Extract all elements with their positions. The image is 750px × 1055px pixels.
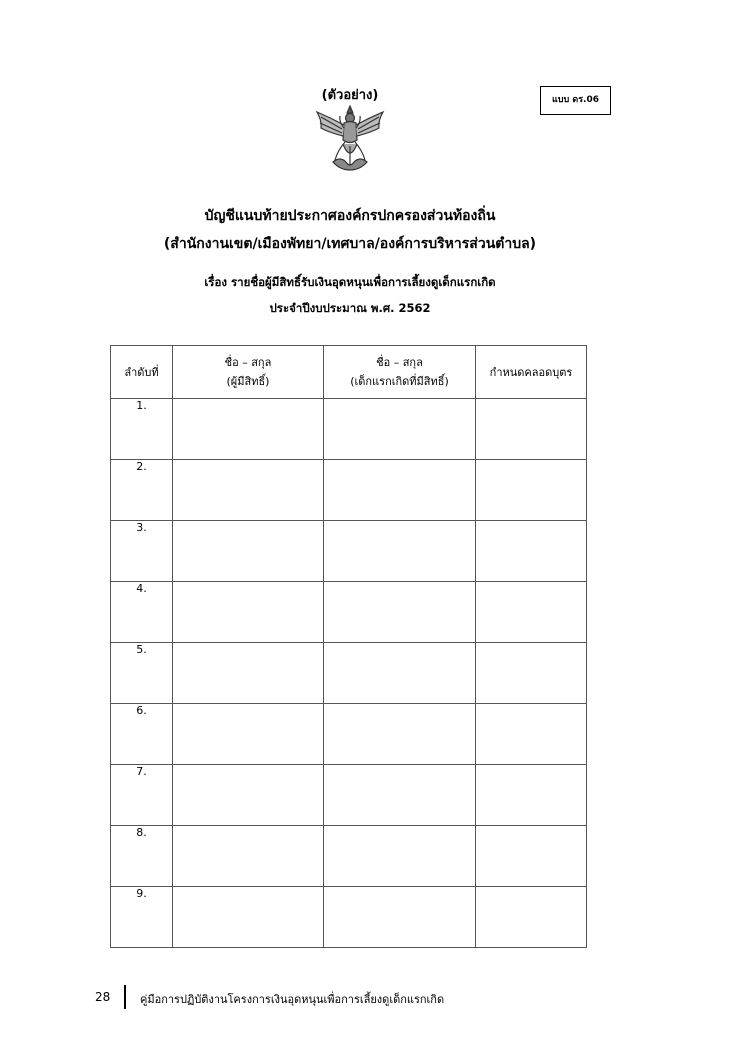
child-cell bbox=[324, 643, 476, 704]
child-cell bbox=[324, 887, 476, 948]
row-number: 2. bbox=[111, 460, 173, 521]
child-cell bbox=[324, 582, 476, 643]
title-line-1: บัญชีแนบท้ายประกาศองค์กรปกครองส่วนท้องถิ่น bbox=[204, 208, 496, 224]
table-row bbox=[111, 765, 587, 826]
due-date-cell bbox=[476, 460, 587, 521]
child-cell bbox=[324, 460, 476, 521]
sample-label: (ตัวอย่าง) bbox=[321, 88, 379, 103]
row-number: 5. bbox=[111, 643, 173, 704]
child-cell bbox=[324, 399, 476, 460]
footer-divider bbox=[124, 985, 126, 1009]
garuda-emblem-icon bbox=[313, 104, 387, 176]
due-date-cell bbox=[476, 826, 587, 887]
table-row bbox=[111, 582, 587, 643]
table-row bbox=[111, 460, 587, 521]
beneficiary-cell bbox=[173, 704, 324, 765]
due-date-cell bbox=[476, 399, 587, 460]
row-number: 6. bbox=[111, 704, 173, 765]
header-due-date: กำหนดคลอดบุตร bbox=[476, 346, 587, 399]
beneficiary-cell bbox=[173, 521, 324, 582]
beneficiary-cell bbox=[173, 765, 324, 826]
header-child-name: ชื่อ – สกุล bbox=[376, 356, 423, 369]
beneficiary-table bbox=[110, 345, 587, 948]
fiscal-year-line: ประจำปีงบประมาณ พ.ศ. 2562 bbox=[269, 301, 431, 315]
beneficiary-cell bbox=[173, 582, 324, 643]
row-number: 1. bbox=[111, 399, 173, 460]
footer-text: คู่มือการปฏิบัติงานโครงการเงินอุดหนุนเพื่อการเลี้ยงดูเด็กแรกเกิด bbox=[140, 993, 445, 1006]
row-number: 8. bbox=[111, 826, 173, 887]
table-row bbox=[111, 887, 587, 948]
table-row bbox=[111, 643, 587, 704]
child-cell bbox=[324, 704, 476, 765]
subject-line: เรื่อง รายชื่อผู้มีสิทธิ์รับเงินอุดหนุนเพื่อการเลี้ยงดูเด็กแรกเกิด bbox=[204, 275, 496, 289]
table-row bbox=[111, 399, 587, 460]
beneficiary-cell bbox=[173, 826, 324, 887]
beneficiary-cell bbox=[173, 399, 324, 460]
row-number: 7. bbox=[111, 765, 173, 826]
due-date-cell bbox=[476, 582, 587, 643]
header-beneficiary-name: ชื่อ – สกุล bbox=[224, 356, 272, 369]
table-row bbox=[111, 704, 587, 765]
child-cell bbox=[324, 765, 476, 826]
due-date-cell bbox=[476, 704, 587, 765]
header-beneficiary bbox=[173, 346, 324, 399]
row-number: 4. bbox=[111, 582, 173, 643]
beneficiary-cell bbox=[173, 460, 324, 521]
beneficiary-cell bbox=[173, 887, 324, 948]
header-child-note: (เด็กแรกเกิดที่มีสิทธิ์) bbox=[350, 375, 449, 388]
due-date-cell bbox=[476, 765, 587, 826]
child-cell bbox=[324, 826, 476, 887]
row-number: 3. bbox=[111, 521, 173, 582]
page-number: 28 bbox=[95, 990, 111, 1004]
beneficiary-cell bbox=[173, 643, 324, 704]
child-cell bbox=[324, 521, 476, 582]
table-row bbox=[111, 521, 587, 582]
table-row bbox=[111, 826, 587, 887]
due-date-cell bbox=[476, 521, 587, 582]
due-date-cell bbox=[476, 887, 587, 948]
header-order: ลำดับที่ bbox=[111, 346, 173, 399]
header-child bbox=[324, 346, 476, 399]
title-line-2: (สำนักงานเขต/เมืองพัทยา/เทศบาล/องค์การบริหารส่วนตำบล) bbox=[163, 236, 537, 252]
header-beneficiary-note: (ผู้มีสิทธิ์) bbox=[226, 375, 270, 388]
row-number: 9. bbox=[111, 887, 173, 948]
form-code-box: แบบ ดร.06 bbox=[540, 86, 611, 115]
table-header-row bbox=[111, 346, 587, 399]
due-date-cell bbox=[476, 643, 587, 704]
